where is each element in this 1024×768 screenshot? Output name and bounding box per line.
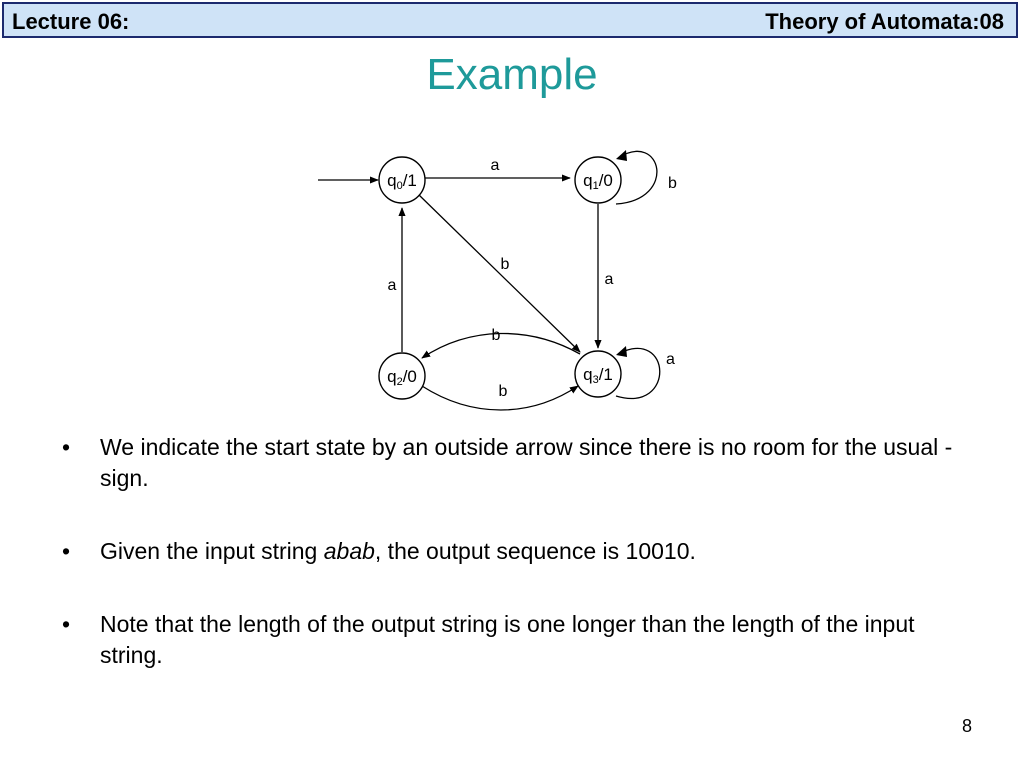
slide-title: Example [426,50,598,99]
state-q2 [379,353,425,399]
svg-text:q0/1: q0/1 [387,171,417,192]
input-string: abab [323,538,375,564]
bullet-text: Note that the length of the output string is one longer than the length of the input string. [100,611,915,668]
bullet-text: We indicate the start state by an outside arrow since there is no room for the usual - sign. [100,434,953,491]
bullet-output-sequence [62,536,982,567]
state-q0 [379,157,425,203]
svg-text:q1/0: q1/0 [583,171,613,192]
edge-q3-self-arrowhead [616,346,627,357]
state-q1 [575,157,621,203]
bullet-marker: • [62,434,71,460]
page-number: 8 [962,716,973,736]
edge-q2-q0-label: a [387,277,397,294]
state-q3 [575,351,621,397]
course-label: Theory of Automata:08 [765,9,1004,34]
lecture-label: Lecture 06: [12,9,130,34]
moore-machine-diagram [300,128,700,418]
edge-q1-q3-label: a [604,271,614,288]
edge-q1-self-arrowhead [616,150,627,161]
header-bar [2,2,1018,38]
edge-q0-q1-label: a [490,157,500,174]
bullet-start-state [62,432,982,494]
bullet-text-start: Given the input string [100,538,324,564]
edge-q0-q3-label: b [500,256,510,273]
svg-text:q3/1: q3/1 [583,365,613,386]
bullet-marker: • [62,538,71,564]
edge-q3-q2 [422,333,580,358]
edge-q2-q3-label: b [498,383,508,400]
edge-q3-self-label: a [666,351,675,368]
bullet-length-note [62,609,982,671]
bullet-text-end: , the output sequence is 10010. [374,538,696,564]
bullet-marker: • [62,611,71,637]
edge-q1-self-label: b [668,175,677,192]
diagram-svg [300,128,700,418]
bullet-list [62,432,982,671]
edge-q3-q2-label: b [491,327,501,344]
svg-text:q2/0: q2/0 [387,367,417,388]
